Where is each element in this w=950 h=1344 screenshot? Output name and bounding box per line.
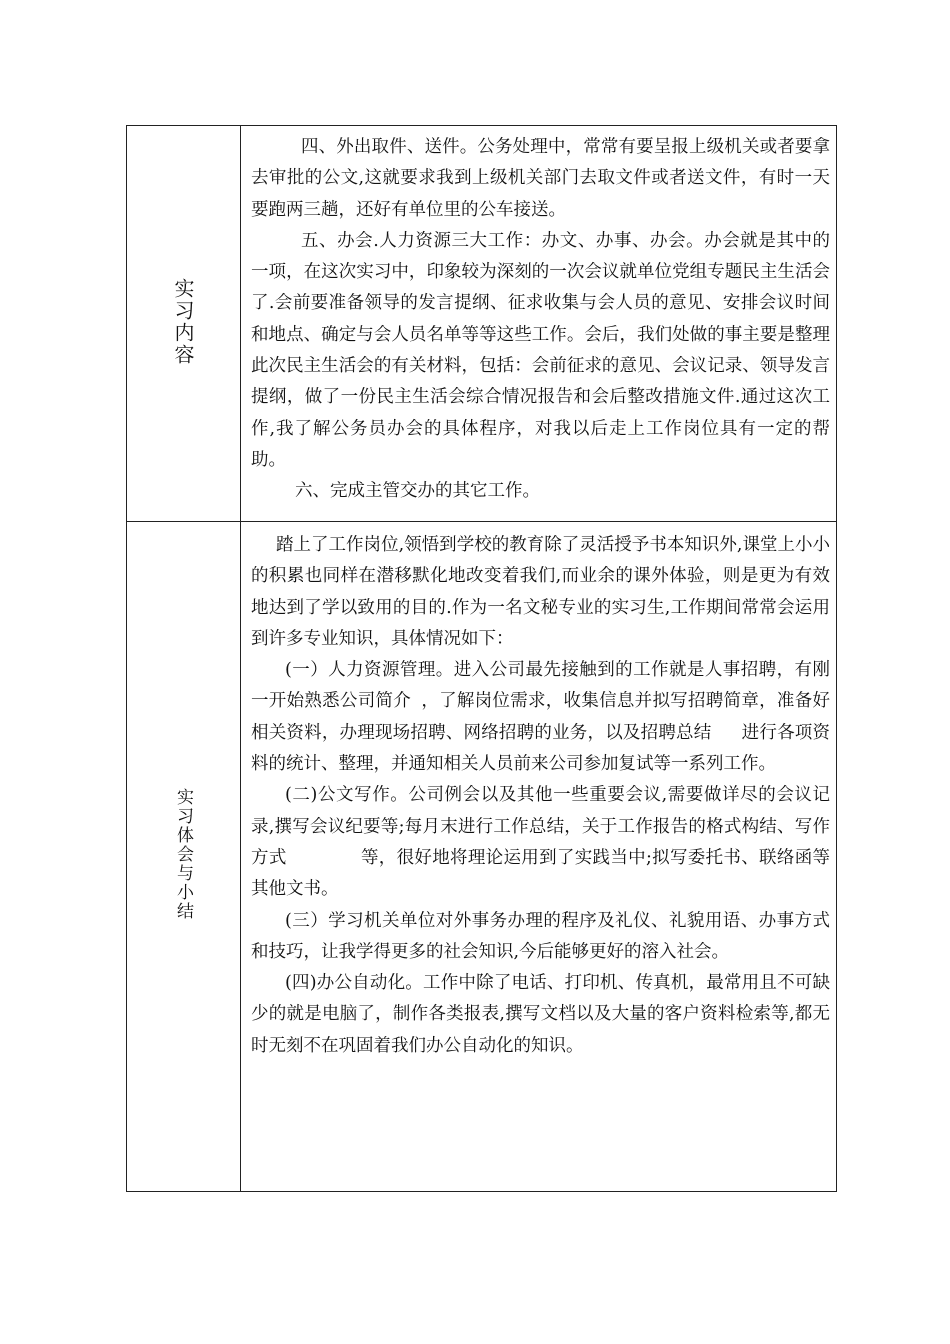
paragraph-document-writing [251,780,830,905]
hr-text-part1: (一）人力资源管理。进入公司最先接触到的工作就是人事招聘，有刚一开始熟悉公 [251,660,830,712]
row-label-cell [127,522,241,1192]
writing-text-part1: (二)公文写作。公司例会以及其他一些重要会议,需要做详尽的会议记录,撰写会议纪要等;每月末进行工作总结，关于工作报告的格式构结、 [251,785,830,837]
hr-text-part3: 进行各项资料的统计、整理，并通知相关人员前来公司参加复试等一系列工作。 [251,722,831,775]
row-content-cell [241,522,837,1192]
paragraph-meetings: 五、办会.人力资源三大工作：办文、办事、办会。办会就是其中的一项，在这次实习中，印象较为深刻的一次会议就单位党组专题民主生活会了.会前要准备领导的发言提纲、征求收集与会人员的意见、安排会议时间和地点、确定与会人员名单等等这些工作。会后，我们处做的事主要是整理此次民主生活会的有关材料，包括：会前征求的意见、会议记录、领导发言提纲，做了一份民主生活会综合情况报告和会后整改措施文件.通过这次工作,我了解公务员办会的具体程序，对我以后走上工作岗位具有一定的帮助。 [251,230,830,470]
paragraph-intro: 踏上了工作岗位,领悟到学校的教育除了灵活授予书本知识外,课堂上小小的积累也同样在潜移默化地改变着我们,而业余的课外体验，则是更为有效地达到了学以致用的目的.作为一名文秘专业的实习生,工作期间常常会运用到许多专业知识，具体情况如下： [251,535,830,649]
row-label-cell [127,126,241,522]
writing-overlap-text: 写作 [794,816,830,837]
hr-overlap-text-2: 聘总结 [658,722,712,743]
paragraph-other-work: 六、完成主管交办的其它工作。 [295,481,540,502]
hr-text-part2: ，了解岗位需求，收集信息并拟写招聘简章，准备好相关资料，办理现场招聘、网络招聘的业务，以及招 [251,691,830,743]
paragraph-external-affairs: (三）学习机关单位对外事务办理的程序及礼仪、礼貌用语、办事方式和技巧，让我学得更多的社会知识,今后能够更好的溶入社会。 [251,910,830,962]
row-label-summary: 实习体会与小结 [173,788,193,921]
table-row-summary [127,522,837,1192]
row-content-cell [241,126,837,522]
internship-report-table [126,125,837,1192]
writing-text-part3: 等，很好地将理论运用到了实践当中;拟写委托书、联络函等其他文书。 [251,847,831,900]
writing-text-part2: 方式 [251,847,287,868]
paragraph-office-automation: (四)办公自动化。工作中除了电话、打印机、传真机，最常用且不可缺少的就是电脑了，制作各类报表,撰写文档以及大量的客户资料检索等,都无时无刻不在巩固着我们办公自动化的知识。 [251,973,830,1056]
paragraph-hr-management [251,655,830,780]
table-row-content [127,126,837,522]
row-label-internship-content: 实习内容 [171,277,195,366]
paragraph-fetch-deliver: 四、外出取件、送件。公务处理中，常常有要呈报上级机关或者要拿去审批的公文,这就要求我到上级机关部门去取文件或者送文件，有时一天要跑两三趟，还好有单位里的公车接送。 [251,137,830,220]
hr-overlap-text-1: 司简介 [357,691,412,712]
